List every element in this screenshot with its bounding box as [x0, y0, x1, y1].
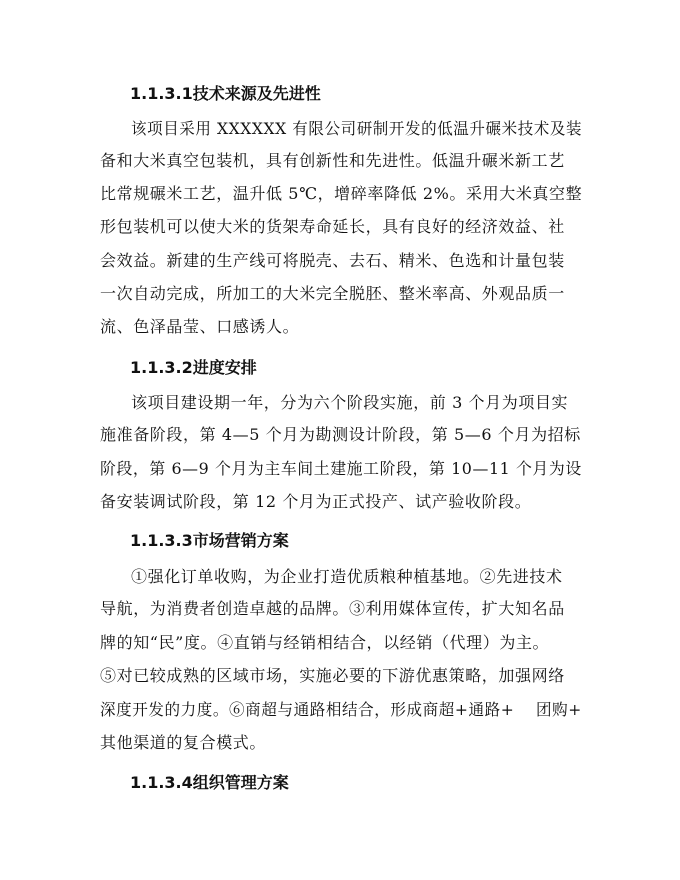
section-heading-schedule: 1.1.3.2进度安排 — [130, 358, 257, 377]
paragraph-line: 阶段，第 6—9 个月为主车间土建施工阶段，第 10—11 个月为设 — [100, 459, 582, 478]
paragraph-line: 备安装调试阶段，第 12 个月为正式投产、试产验收阶段。 — [100, 492, 532, 511]
paragraph-line: 流、色泽晶莹、口感诱人。 — [100, 317, 300, 336]
paragraph-line: 施准备阶段，第 4—5 个月为勘测设计阶段，第 5—6 个月为招标 — [100, 425, 581, 444]
paragraph-line: ①强化订单收购，为企业打造优质粮种植基地。②先进技术 — [131, 567, 563, 586]
paragraph-line: 深度开发的力度。⑥商超与通路相结合，形成商超+通路+ 团购+ — [100, 700, 582, 719]
section-heading-marketing: 1.1.3.3市场营销方案 — [130, 531, 289, 550]
paragraph-line: 牌的知“民”度。④直销与经销相结合，以经销（代理）为主。 — [100, 633, 550, 652]
paragraph-line: 该项目建设期一年，分为六个阶段实施，前 3 个月为项目实 — [131, 393, 569, 412]
section-heading-organization: 1.1.3.4组织管理方案 — [130, 773, 289, 792]
paragraph-line: 一次自动完成，所加工的大米完全脱胚、整米率高、外观品质一 — [100, 284, 565, 303]
paragraph-line: 导航，为消费者创造卓越的品牌。③利用媒体宣传，扩大知名品 — [100, 599, 565, 618]
section-heading-tech-source: 1.1.3.1技术来源及先进性 — [130, 84, 321, 103]
paragraph-line: 其他渠道的复合模式。 — [100, 733, 267, 752]
paragraph-line: 备和大米真空包装机，具有创新性和先进性。低温升碾米新工艺 — [100, 151, 565, 170]
paragraph-line: 会效益。新建的生产线可将脱壳、去石、精米、色选和计量包装 — [100, 251, 565, 270]
paragraph-line: 形包装机可以使大米的货架寿命延长，具有良好的经济效益、社 — [100, 217, 565, 236]
paragraph-line: ⑤对已较成熟的区域市场，实施必要的下游优惠策略，加强网络 — [100, 666, 565, 685]
paragraph-line: 该项目采用 XXXXXX 有限公司研制开发的低温升碾米技术及装 — [131, 119, 583, 138]
paragraph-line: 比常规碾米工艺，温升低 5℃，增碎率降低 2%。采用大米真空整 — [100, 184, 583, 203]
